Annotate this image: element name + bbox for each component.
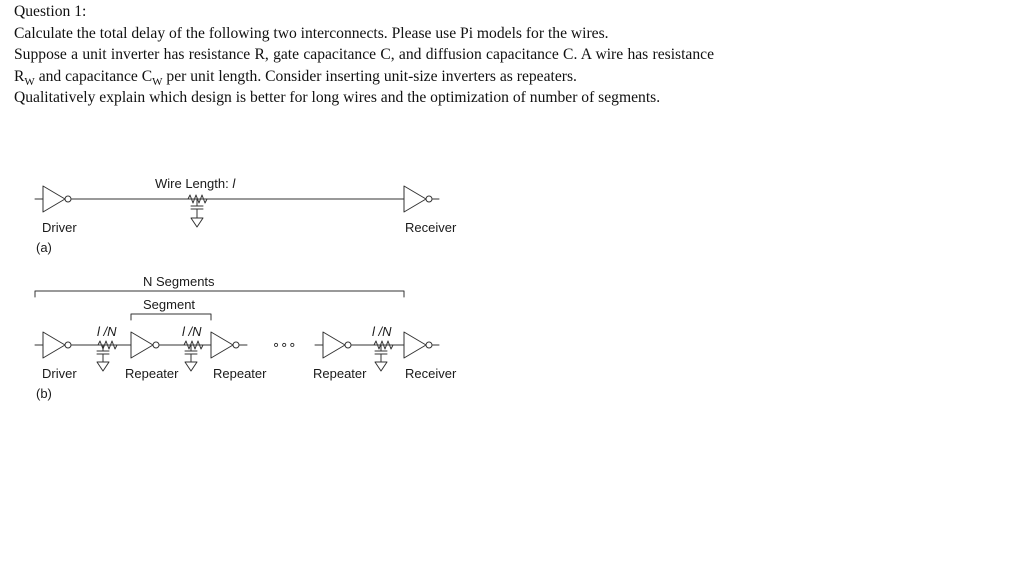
driver-inverter-icon — [35, 186, 71, 212]
question-line-2-pre: Suppose a unit inverter has resistance R, gate capacitance C, and diffusion capacitance C. A wire has resistance R — [14, 46, 714, 85]
ellipsis-icon: ∘∘∘ — [272, 337, 297, 352]
segment-bracket — [131, 314, 211, 320]
question-line-3: Qualitatively explain which design is better for long wires and the optimization of number of segments. — [14, 89, 661, 106]
driver-label-a: Driver — [42, 220, 77, 235]
figure-a-diagram — [35, 186, 439, 227]
repeater-1-inverter-icon — [131, 332, 159, 358]
caption-b: (b) — [36, 386, 52, 401]
question-line-2-post: per unit length. Consider inserting unit-size inverters as repeaters. — [162, 67, 577, 85]
n-segments-bracket — [35, 291, 404, 297]
question-title: Question 1: — [14, 3, 87, 20]
repeater-label-1: Repeater — [125, 366, 179, 381]
repeater-label-2: Repeater — [213, 366, 267, 381]
question-line-1: Calculate the total delay of the following two interconnects. Please use Pi models for the wires. — [14, 24, 609, 42]
subscript-w-2: W — [152, 75, 163, 88]
wire-length-label: Wire Length: l — [155, 176, 236, 191]
caption-a: (a) — [36, 240, 52, 255]
segment-label: Segment — [143, 297, 196, 312]
n-segments-label: N Segments — [143, 274, 215, 289]
capacitor-b1-icon — [97, 345, 109, 371]
driver-b-inverter-icon — [35, 332, 71, 358]
repeater-3-inverter-icon — [315, 332, 351, 358]
driver-label-b: Driver — [42, 366, 77, 381]
receiver-label-a: Receiver — [405, 220, 457, 235]
receiver-inverter-icon — [404, 186, 439, 212]
repeater-2-inverter-icon — [211, 332, 247, 358]
question-line-2-mid: and capacitance C — [34, 67, 153, 85]
segment-length-label-2: l /N — [182, 324, 202, 339]
segment-length-label-3: l /N — [372, 324, 392, 339]
receiver-label-b: Receiver — [405, 366, 457, 381]
subscript-w-1: W — [24, 75, 35, 88]
repeater-label-3: Repeater — [313, 366, 367, 381]
receiver-b-inverter-icon — [404, 332, 439, 358]
segment-length-label-1: l /N — [97, 324, 117, 339]
